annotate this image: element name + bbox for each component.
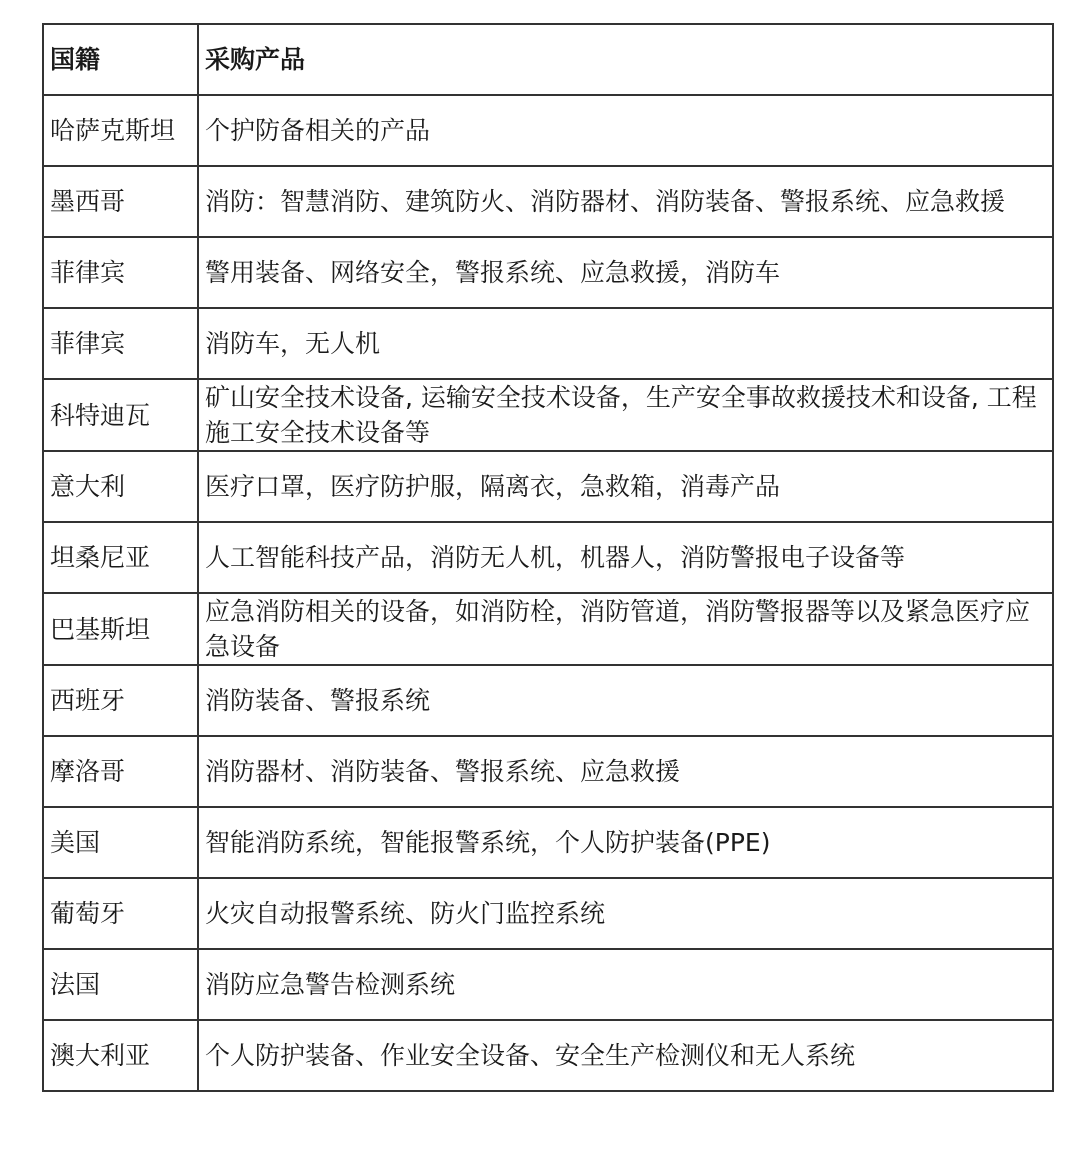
country-cell: 坦桑尼亚	[43, 522, 198, 593]
product-cell: 消防装备、警报系统	[198, 665, 1053, 736]
country-cell: 菲律宾	[43, 308, 198, 379]
table-row	[43, 1020, 1053, 1091]
country-cell: 西班牙	[43, 665, 198, 736]
country-cell: 澳大利亚	[43, 1020, 198, 1091]
table-row	[43, 593, 1053, 665]
product-cell: 个护防备相关的产品	[198, 95, 1053, 166]
product-cell: 医疗口罩，医疗防护服，隔离衣，急救箱，消毒产品	[198, 451, 1053, 522]
product-cell: 智能消防系统，智能报警系统，个人防护装备(PPE)	[198, 807, 1053, 878]
table-row	[43, 379, 1053, 451]
product-cell: 消防：智慧消防、建筑防火、消防器材、消防装备、警报系统、应急救援	[198, 166, 1053, 237]
product-cell: 应急消防相关的设备，如消防栓，消防管道，消防警报器等以及紧急医疗应急设备	[198, 593, 1053, 665]
table-row	[43, 878, 1053, 949]
product-cell: 消防器材、消防装备、警报系统、应急救援	[198, 736, 1053, 807]
table-row	[43, 166, 1053, 237]
country-cell: 巴基斯坦	[43, 593, 198, 665]
product-cell: 火灾自动报警系统、防火门监控系统	[198, 878, 1053, 949]
country-cell: 意大利	[43, 451, 198, 522]
product-cell: 矿山安全技术设备, 运输安全技术设备，生产安全事故救援技术和设备, 工程施工安全技术设备等	[198, 379, 1053, 451]
country-cell: 菲律宾	[43, 237, 198, 308]
table-row	[43, 95, 1053, 166]
table-row	[43, 451, 1053, 522]
table-row	[43, 949, 1053, 1020]
country-cell: 哈萨克斯坦	[43, 95, 198, 166]
product-cell: 个人防护装备、作业安全设备、安全生产检测仪和无人系统	[198, 1020, 1053, 1091]
country-cell: 美国	[43, 807, 198, 878]
header-country: 国籍	[43, 24, 198, 95]
header-product: 采购产品	[198, 24, 1053, 95]
table-row	[43, 736, 1053, 807]
table-header-row	[43, 24, 1053, 95]
country-cell: 科特迪瓦	[43, 379, 198, 451]
product-cell: 警用装备、网络安全，警报系统、应急救援，消防车	[198, 237, 1053, 308]
table-row	[43, 665, 1053, 736]
procurement-table	[42, 23, 1054, 1092]
product-cell: 人工智能科技产品，消防无人机，机器人，消防警报电子设备等	[198, 522, 1053, 593]
table-row	[43, 522, 1053, 593]
table-row	[43, 237, 1053, 308]
table-row	[43, 308, 1053, 379]
product-cell: 消防应急警告检测系统	[198, 949, 1053, 1020]
table-row	[43, 807, 1053, 878]
country-cell: 墨西哥	[43, 166, 198, 237]
country-cell: 葡萄牙	[43, 878, 198, 949]
country-cell: 摩洛哥	[43, 736, 198, 807]
product-cell: 消防车，无人机	[198, 308, 1053, 379]
country-cell: 法国	[43, 949, 198, 1020]
